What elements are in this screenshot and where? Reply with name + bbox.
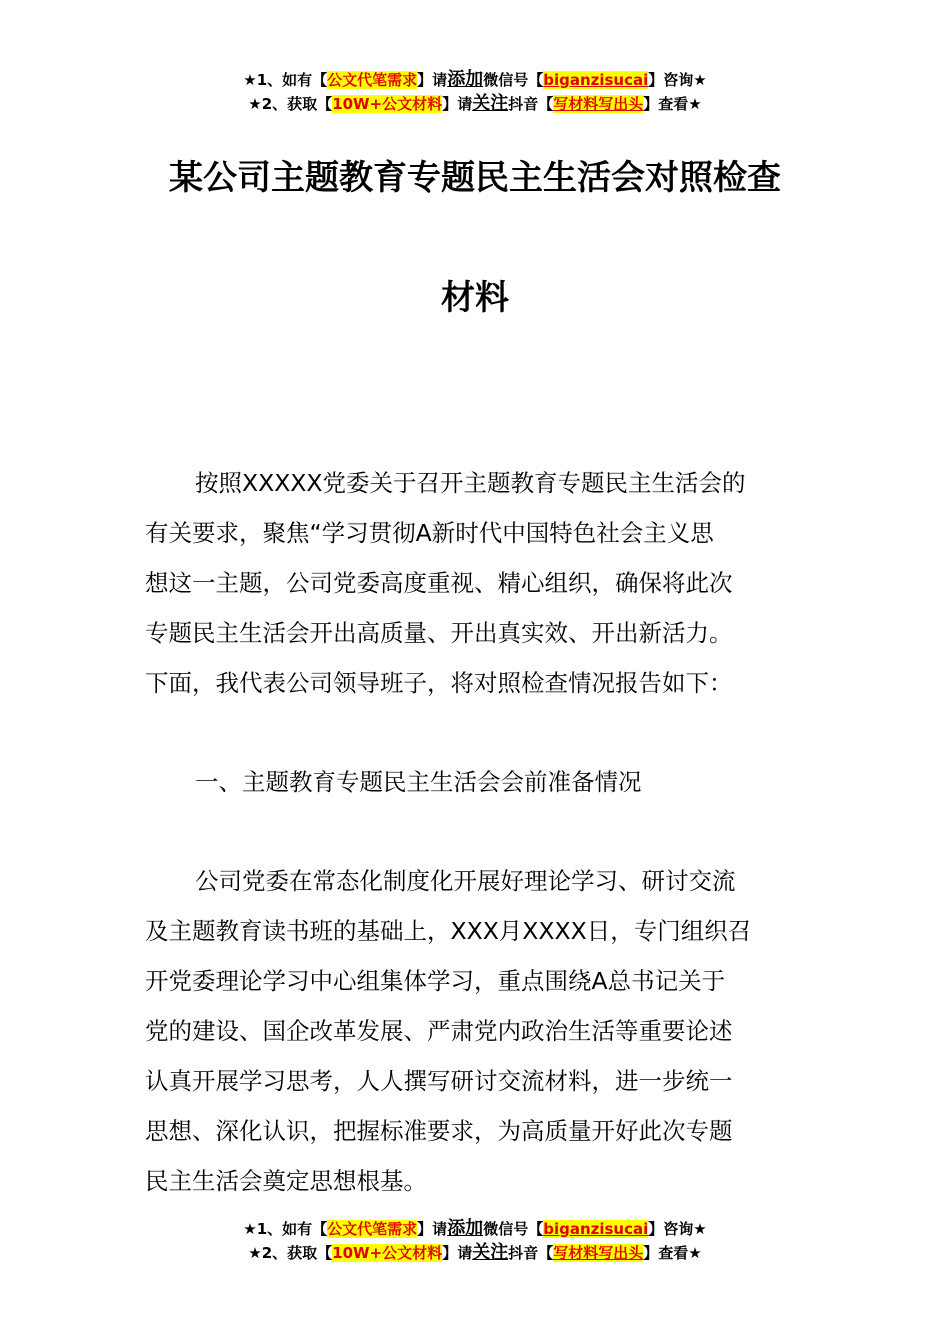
promo-text: 】咨询★ (648, 71, 707, 89)
document-title: 某公司主题教育专题民主生活会对照检查 (169, 158, 781, 198)
text-line: 专题民主生活会开出高质量、开出真实效、开出新活力。 (145, 619, 733, 647)
promo-text: 】请 (417, 71, 448, 89)
promo-line-1 (0, 1217, 950, 1241)
promo-douyin-id: 写材料写出头 (553, 95, 644, 113)
promo-line-2 (0, 92, 950, 116)
promo-text: ★1、如有【 (243, 1220, 328, 1238)
promo-line-2 (0, 1241, 950, 1265)
promo-emphasis: 关注 (472, 1242, 509, 1263)
promo-text: 】查看★ (643, 1244, 702, 1262)
promo-text: 】请 (442, 1244, 473, 1262)
promo-highlight: 10W+公文材料 (332, 95, 443, 113)
promo-highlight: 公文代笔需求 (327, 1220, 418, 1238)
text-line: 按照XXXXX党委关于召开主题教育专题民主生活会的 (195, 469, 746, 497)
promo-emphasis: 添加 (447, 1218, 484, 1239)
text-line: 党的建设、国企改革发展、严肃党内政治生活等重要论述 (145, 1017, 733, 1045)
promo-douyin-id: 写材料写出头 (553, 1244, 644, 1262)
text-line: 公司党委在常态化制度化开展好理论学习、研讨交流 (195, 867, 736, 895)
promo-highlight: 公文代笔需求 (327, 71, 418, 89)
text-line: 及主题教育读书班的基础上，XXX月XXXX日，专门组织召 (145, 917, 752, 945)
promo-emphasis: 关注 (472, 93, 509, 114)
promo-text: 】请 (417, 1220, 448, 1238)
promo-text: 】咨询★ (648, 1220, 707, 1238)
promo-text: 微信号【 (483, 71, 544, 89)
text-line: 一、主题教育专题民主生活会会前准备情况 (195, 768, 642, 796)
document-title-continued: 材料 (441, 278, 509, 318)
promo-text: 】查看★ (643, 95, 702, 113)
promo-text: 抖音【 (508, 95, 554, 113)
promo-wechat-id: biganzisucai (543, 71, 649, 89)
promo-text: 抖音【 (508, 1244, 554, 1262)
promo-wechat-id: biganzisucai (543, 1220, 649, 1238)
promo-footer (0, 1217, 950, 1265)
promo-line-1 (0, 68, 950, 92)
paragraph-preparation (145, 856, 825, 1206)
text-line: 下面，我代表公司领导班子，将对照检查情况报告如下： (145, 669, 733, 697)
promo-header (0, 68, 950, 116)
text-line: 思想、深化认识，把握标准要求，为高质量开好此次专题 (145, 1117, 733, 1145)
paragraph-intro (145, 458, 825, 708)
text-line: 民主生活会奠定思想根基。 (145, 1167, 427, 1195)
promo-text: ★2、获取【 (248, 95, 333, 113)
promo-text: ★1、如有【 (243, 71, 328, 89)
text-line: 认真开展学习思考，人人撰写研讨交流材料，进一步统一 (145, 1067, 733, 1095)
promo-text: 微信号【 (483, 1220, 544, 1238)
text-line: 有关要求，聚焦“学习贯彻A新时代中国特色社会主义思 (145, 519, 714, 547)
promo-text: ★2、获取【 (248, 1244, 333, 1262)
promo-highlight: 10W+公文材料 (332, 1244, 443, 1262)
text-line: 开党委理论学习中心组集体学习，重点围绕A总书记关于 (145, 967, 726, 995)
promo-emphasis: 添加 (447, 69, 484, 90)
text-line: 想这一主题，公司党委高度重视、精心组织，确保将此次 (145, 569, 733, 597)
section-heading (145, 757, 825, 807)
promo-text: 】请 (442, 95, 473, 113)
